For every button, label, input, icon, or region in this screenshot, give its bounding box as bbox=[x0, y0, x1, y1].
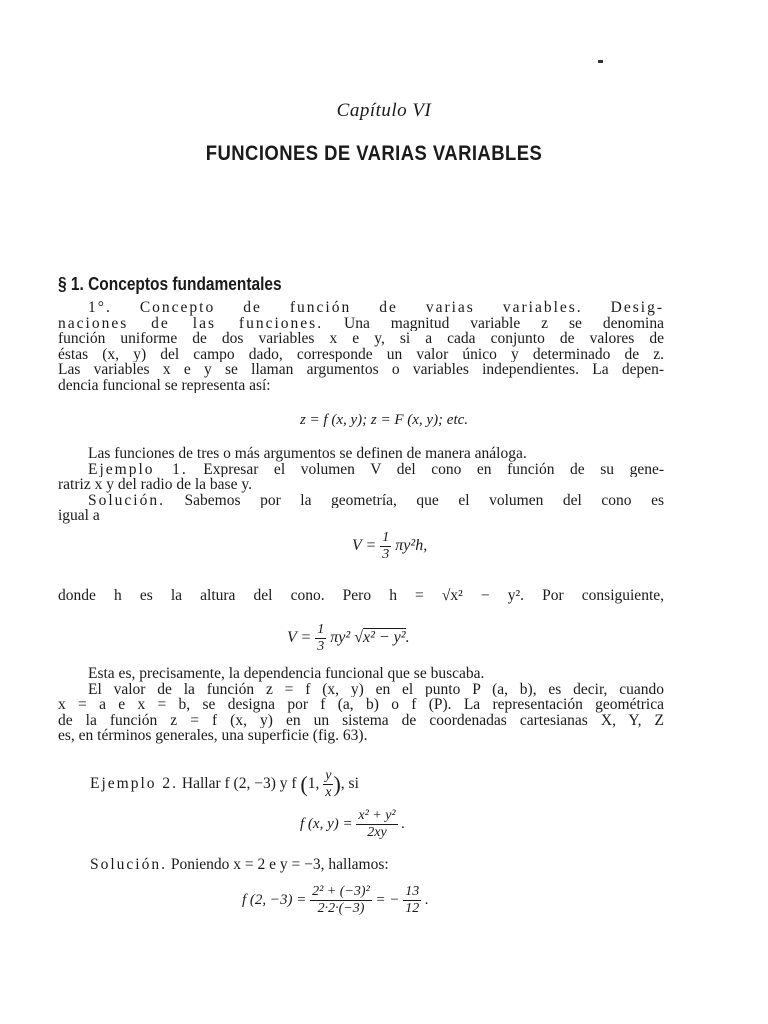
chapter-title: FUNCIONES DE VARIAS VARIABLES bbox=[205, 142, 543, 165]
text-line: éstas (x, y) del campo dado, corresponde un valor único y determinado de z. bbox=[58, 346, 664, 362]
body-text: . Por consiguiente, bbox=[520, 588, 664, 604]
denominator: 3 bbox=[382, 547, 390, 562]
section-heading: § 1. Conceptos fundamentales bbox=[58, 274, 282, 294]
radicand: x² − y² bbox=[362, 629, 406, 647]
paragraph-definition bbox=[58, 300, 664, 393]
text-line: 1°. Concepto de función de varias variables. Desig- bbox=[88, 300, 664, 316]
scan-speck bbox=[598, 60, 603, 63]
solution-2-statement bbox=[90, 856, 389, 874]
text-line bbox=[58, 493, 664, 509]
equation-cone-volume-final bbox=[287, 622, 410, 655]
denominator: x bbox=[325, 785, 332, 800]
equation-cone-volume bbox=[352, 530, 427, 563]
eq-lhs: f (x, y) = bbox=[300, 815, 353, 832]
fraction bbox=[323, 768, 333, 801]
numerator: 2² + (−3)² bbox=[312, 884, 370, 899]
eq-sign: = − bbox=[371, 891, 404, 908]
numerator: 1 bbox=[382, 530, 390, 545]
text-line bbox=[58, 588, 664, 604]
body-text: Sabemos por la geometría, que el volumen del cono es bbox=[165, 492, 664, 508]
fraction bbox=[356, 808, 397, 841]
text-line bbox=[58, 316, 664, 332]
body-text: , si bbox=[340, 775, 359, 793]
example-2-statement bbox=[90, 768, 359, 801]
eq-lhs: f (2, −3) = bbox=[242, 891, 307, 908]
paren-open: ( bbox=[300, 771, 308, 797]
numerator: y bbox=[325, 768, 332, 783]
eq-lhs: V = bbox=[352, 537, 377, 555]
denominator: 2xy bbox=[367, 825, 387, 840]
radicand: x² − y² bbox=[450, 588, 521, 604]
text-line: es, en términos generales, una superficie (fig. 63). bbox=[58, 728, 368, 744]
body-text: Una magnitud variable z se denomina bbox=[323, 315, 664, 331]
eq-lhs: V = bbox=[287, 629, 312, 647]
sqrt-symbol: √ bbox=[441, 588, 451, 604]
text-line: Las variables x e y se llaman argumentos o variables independientes. La depen- bbox=[58, 362, 664, 378]
text-line bbox=[58, 462, 664, 478]
text-line: de la función z = f (x, y) en un sistema de coordenadas cartesianas X, Y, Z bbox=[58, 712, 664, 728]
denominator: 2·2·(−3) bbox=[317, 901, 365, 916]
fraction bbox=[380, 530, 391, 563]
text-line: x = a e x = b, se designa por f (a, b) o f (P). La representación geométrica bbox=[58, 697, 664, 713]
arg-text: 1, bbox=[307, 775, 324, 793]
eq-mid: πy² bbox=[330, 629, 351, 647]
body-text: Hallar f (2, −3) y f bbox=[178, 775, 301, 793]
denominator: 12 bbox=[405, 901, 420, 916]
paren-close: ) bbox=[333, 771, 341, 797]
equation-function-notation: z = f (x, y); z = F (x, y); etc. bbox=[299, 412, 469, 428]
text-line: igual a bbox=[58, 508, 100, 524]
numerator: 1 bbox=[317, 622, 325, 637]
subheading-text: naciones de las funciones. bbox=[58, 315, 324, 331]
eq-end: . bbox=[405, 629, 410, 647]
solution-label: Solución. bbox=[88, 492, 165, 508]
equation-solution-2 bbox=[242, 884, 429, 917]
text-line: Las funciones de tres o más argumentos se definen de manera análoga. bbox=[88, 446, 527, 462]
body-text: Poniendo x = 2 e y = −3, hallamos: bbox=[167, 856, 389, 873]
solution-label: Solución. bbox=[90, 856, 167, 873]
eq-end: . bbox=[401, 815, 406, 832]
numerator: 13 bbox=[405, 884, 420, 899]
text-line: ratriz x y del radio de la base y. bbox=[58, 477, 252, 493]
fraction bbox=[403, 884, 421, 917]
denominator: 3 bbox=[317, 639, 325, 654]
sqrt-symbol: √ bbox=[354, 629, 363, 647]
text-line: dencia funcional se representa así: bbox=[58, 377, 271, 393]
example-label: Ejemplo 2. bbox=[90, 775, 179, 793]
paragraph-examples bbox=[58, 446, 664, 524]
paragraph-function-value bbox=[58, 666, 664, 744]
text-line: función uniforme de dos variables x e y, si a cada conjunto de valores de bbox=[58, 331, 664, 347]
eq-rhs: πy²h, bbox=[395, 537, 428, 555]
fraction bbox=[310, 884, 372, 917]
chapter-label: Capítulo VI bbox=[336, 100, 432, 121]
body-text: Expresar el volumen V del cono en función de su gene- bbox=[187, 461, 664, 477]
numerator: x² + y² bbox=[358, 808, 396, 823]
equation-example-2 bbox=[300, 808, 405, 841]
paragraph-height bbox=[58, 588, 664, 604]
eq-end: . bbox=[425, 891, 429, 908]
body-text: donde h es la altura del cono. Pero h = bbox=[58, 588, 442, 604]
text-line: El valor de la función z = f (x, y) en el punto P (a, b), es decir, cuando bbox=[88, 681, 664, 697]
example-label: Ejemplo 1. bbox=[88, 461, 188, 477]
fraction bbox=[315, 622, 326, 655]
text-line: Esta es, precisamente, la dependencia funcional que se buscaba. bbox=[88, 666, 485, 682]
